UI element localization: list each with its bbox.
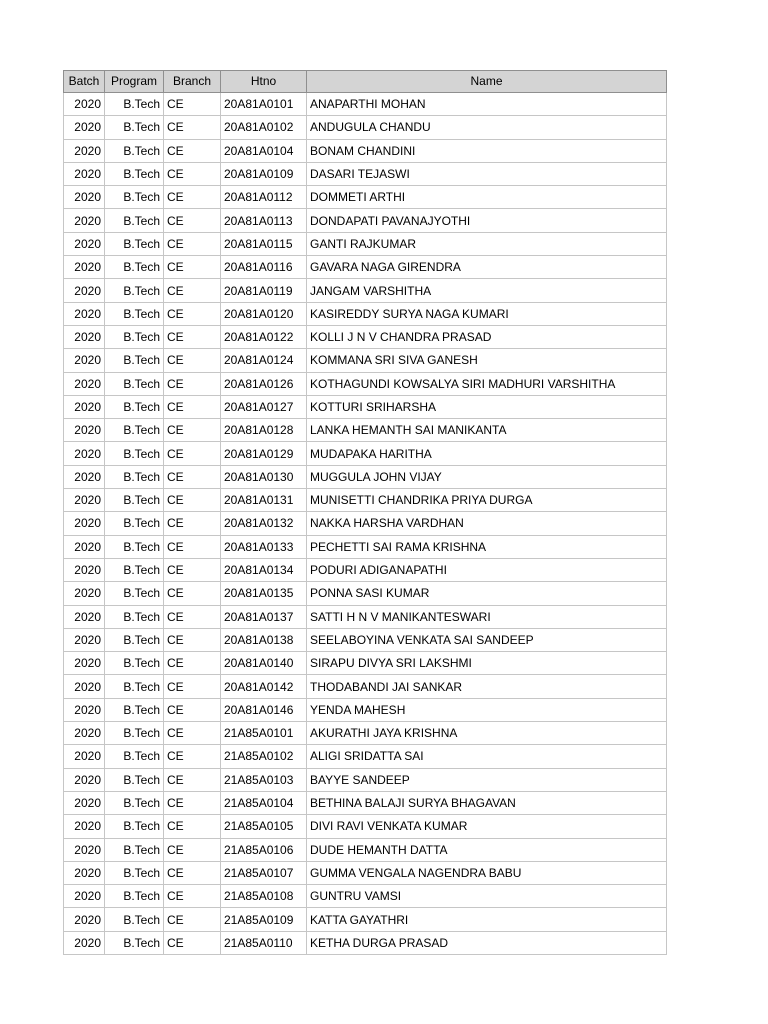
table-row — [64, 768, 667, 791]
htno-cell: 20A81A0102 — [221, 116, 307, 139]
branch-cell: CE — [164, 162, 221, 185]
table-row — [64, 93, 667, 116]
name-cell: ANDUGULA CHANDU — [307, 116, 667, 139]
branch-cell: CE — [164, 815, 221, 838]
htno-cell: 21A85A0104 — [221, 791, 307, 814]
branch-cell: CE — [164, 232, 221, 255]
htno-cell: 20A81A0124 — [221, 349, 307, 372]
program-cell: B.Tech — [105, 372, 164, 395]
name-cell: PECHETTI SAI RAMA KRISHNA — [307, 535, 667, 558]
table-row — [64, 372, 667, 395]
table-row — [64, 116, 667, 139]
batch-cell: 2020 — [64, 722, 105, 745]
name-cell: GUMMA VENGALA NAGENDRA BABU — [307, 861, 667, 884]
table-body — [64, 93, 667, 955]
program-cell: B.Tech — [105, 116, 164, 139]
batch-cell: 2020 — [64, 582, 105, 605]
branch-cell: CE — [164, 745, 221, 768]
program-cell: B.Tech — [105, 628, 164, 651]
program-cell: B.Tech — [105, 139, 164, 162]
table-row — [64, 931, 667, 954]
program-cell: B.Tech — [105, 93, 164, 116]
branch-cell: CE — [164, 302, 221, 325]
batch-cell: 2020 — [64, 256, 105, 279]
batch-cell: 2020 — [64, 791, 105, 814]
header-batch: Batch — [64, 71, 105, 93]
branch-cell: CE — [164, 256, 221, 279]
program-cell: B.Tech — [105, 931, 164, 954]
batch-cell: 2020 — [64, 302, 105, 325]
name-cell: BONAM CHANDINI — [307, 139, 667, 162]
htno-cell: 20A81A0112 — [221, 186, 307, 209]
program-cell: B.Tech — [105, 512, 164, 535]
name-cell: YENDA MAHESH — [307, 698, 667, 721]
htno-cell: 20A81A0146 — [221, 698, 307, 721]
header-htno: Htno — [221, 71, 307, 93]
header-row — [64, 71, 667, 93]
name-cell: LANKA HEMANTH SAI MANIKANTA — [307, 419, 667, 442]
batch-cell: 2020 — [64, 745, 105, 768]
name-cell: MUNISETTI CHANDRIKA PRIYA DURGA — [307, 489, 667, 512]
table-row — [64, 512, 667, 535]
name-cell: KOTTURI SRIHARSHA — [307, 395, 667, 418]
table-row — [64, 186, 667, 209]
htno-cell: 21A85A0108 — [221, 885, 307, 908]
table-row — [64, 558, 667, 581]
name-cell: KOLLI J N V CHANDRA PRASAD — [307, 325, 667, 348]
program-cell: B.Tech — [105, 582, 164, 605]
batch-cell: 2020 — [64, 325, 105, 348]
branch-cell: CE — [164, 791, 221, 814]
table-header — [64, 71, 667, 93]
table-row — [64, 628, 667, 651]
batch-cell: 2020 — [64, 465, 105, 488]
name-cell: NAKKA HARSHA VARDHAN — [307, 512, 667, 535]
branch-cell: CE — [164, 325, 221, 348]
batch-cell: 2020 — [64, 395, 105, 418]
name-cell: SIRAPU DIVYA SRI LAKSHMI — [307, 652, 667, 675]
program-cell: B.Tech — [105, 209, 164, 232]
branch-cell: CE — [164, 931, 221, 954]
program-cell: B.Tech — [105, 349, 164, 372]
name-cell: PONNA SASI KUMAR — [307, 582, 667, 605]
name-cell: MUDAPAKA HARITHA — [307, 442, 667, 465]
htno-cell: 20A81A0131 — [221, 489, 307, 512]
branch-cell: CE — [164, 116, 221, 139]
htno-cell: 20A81A0119 — [221, 279, 307, 302]
batch-cell: 2020 — [64, 605, 105, 628]
batch-cell: 2020 — [64, 512, 105, 535]
batch-cell: 2020 — [64, 838, 105, 861]
program-cell: B.Tech — [105, 675, 164, 698]
name-cell: KOTHAGUNDI KOWSALYA SIRI MADHURI VARSHITHA — [307, 372, 667, 395]
branch-cell: CE — [164, 768, 221, 791]
batch-cell: 2020 — [64, 162, 105, 185]
branch-cell: CE — [164, 838, 221, 861]
table-row — [64, 861, 667, 884]
table-row — [64, 256, 667, 279]
batch-cell: 2020 — [64, 93, 105, 116]
table-row — [64, 395, 667, 418]
batch-cell: 2020 — [64, 931, 105, 954]
table-row — [64, 279, 667, 302]
htno-cell: 20A81A0142 — [221, 675, 307, 698]
name-cell: JANGAM VARSHITHA — [307, 279, 667, 302]
branch-cell: CE — [164, 722, 221, 745]
table-row — [64, 815, 667, 838]
name-cell: KATTA GAYATHRI — [307, 908, 667, 931]
branch-cell: CE — [164, 582, 221, 605]
program-cell: B.Tech — [105, 325, 164, 348]
table-row — [64, 442, 667, 465]
program-cell: B.Tech — [105, 465, 164, 488]
name-cell: SEELABOYINA VENKATA SAI SANDEEP — [307, 628, 667, 651]
table-row — [64, 419, 667, 442]
table-row — [64, 209, 667, 232]
htno-cell: 20A81A0134 — [221, 558, 307, 581]
batch-cell: 2020 — [64, 885, 105, 908]
program-cell: B.Tech — [105, 442, 164, 465]
table-row — [64, 535, 667, 558]
batch-cell: 2020 — [64, 535, 105, 558]
program-cell: B.Tech — [105, 791, 164, 814]
program-cell: B.Tech — [105, 419, 164, 442]
name-cell: SATTI H N V MANIKANTESWARI — [307, 605, 667, 628]
branch-cell: CE — [164, 139, 221, 162]
program-cell: B.Tech — [105, 535, 164, 558]
batch-cell: 2020 — [64, 768, 105, 791]
batch-cell: 2020 — [64, 675, 105, 698]
header-branch: Branch — [164, 71, 221, 93]
program-cell: B.Tech — [105, 162, 164, 185]
program-cell: B.Tech — [105, 838, 164, 861]
htno-cell: 20A81A0104 — [221, 139, 307, 162]
table-row — [64, 908, 667, 931]
program-cell: B.Tech — [105, 605, 164, 628]
batch-cell: 2020 — [64, 489, 105, 512]
htno-cell: 21A85A0102 — [221, 745, 307, 768]
branch-cell: CE — [164, 442, 221, 465]
htno-cell: 21A85A0106 — [221, 838, 307, 861]
table-row — [64, 139, 667, 162]
table-row — [64, 745, 667, 768]
program-cell: B.Tech — [105, 302, 164, 325]
batch-cell: 2020 — [64, 232, 105, 255]
htno-cell: 20A81A0101 — [221, 93, 307, 116]
batch-cell: 2020 — [64, 908, 105, 931]
branch-cell: CE — [164, 209, 221, 232]
name-cell: KETHA DURGA PRASAD — [307, 931, 667, 954]
batch-cell: 2020 — [64, 698, 105, 721]
htno-cell: 21A85A0109 — [221, 908, 307, 931]
program-cell: B.Tech — [105, 768, 164, 791]
branch-cell: CE — [164, 512, 221, 535]
htno-cell: 21A85A0103 — [221, 768, 307, 791]
htno-cell: 20A81A0116 — [221, 256, 307, 279]
program-cell: B.Tech — [105, 652, 164, 675]
program-cell: B.Tech — [105, 232, 164, 255]
batch-cell: 2020 — [64, 652, 105, 675]
name-cell: KOMMANA SRI SIVA GANESH — [307, 349, 667, 372]
htno-cell: 20A81A0122 — [221, 325, 307, 348]
htno-cell: 20A81A0128 — [221, 419, 307, 442]
name-cell: AKURATHI JAYA KRISHNA — [307, 722, 667, 745]
htno-cell: 20A81A0132 — [221, 512, 307, 535]
table-row — [64, 605, 667, 628]
table-row — [64, 325, 667, 348]
name-cell: DASARI TEJASWI — [307, 162, 667, 185]
batch-cell: 2020 — [64, 628, 105, 651]
htno-cell: 21A85A0101 — [221, 722, 307, 745]
program-cell: B.Tech — [105, 745, 164, 768]
table-row — [64, 838, 667, 861]
table-row — [64, 582, 667, 605]
htno-cell: 20A81A0127 — [221, 395, 307, 418]
program-cell: B.Tech — [105, 558, 164, 581]
program-cell: B.Tech — [105, 815, 164, 838]
branch-cell: CE — [164, 675, 221, 698]
table-row — [64, 698, 667, 721]
name-cell: ANAPARTHI MOHAN — [307, 93, 667, 116]
name-cell: BAYYE SANDEEP — [307, 768, 667, 791]
student-list-table — [63, 70, 667, 955]
table-row — [64, 885, 667, 908]
batch-cell: 2020 — [64, 419, 105, 442]
name-cell: PODURI ADIGANAPATHI — [307, 558, 667, 581]
branch-cell: CE — [164, 628, 221, 651]
branch-cell: CE — [164, 698, 221, 721]
batch-cell: 2020 — [64, 116, 105, 139]
branch-cell: CE — [164, 279, 221, 302]
table-row — [64, 722, 667, 745]
name-cell: DONDAPATI PAVANAJYOTHI — [307, 209, 667, 232]
htno-cell: 20A81A0129 — [221, 442, 307, 465]
batch-cell: 2020 — [64, 558, 105, 581]
name-cell: GUNTRU VAMSI — [307, 885, 667, 908]
program-cell: B.Tech — [105, 279, 164, 302]
header-name: Name — [307, 71, 667, 93]
name-cell: DOMMETI ARTHI — [307, 186, 667, 209]
name-cell: DIVI RAVI VENKATA KUMAR — [307, 815, 667, 838]
program-cell: B.Tech — [105, 489, 164, 512]
name-cell: GAVARA NAGA GIRENDRA — [307, 256, 667, 279]
program-cell: B.Tech — [105, 908, 164, 931]
batch-cell: 2020 — [64, 186, 105, 209]
branch-cell: CE — [164, 395, 221, 418]
branch-cell: CE — [164, 465, 221, 488]
table-row — [64, 791, 667, 814]
branch-cell: CE — [164, 419, 221, 442]
program-cell: B.Tech — [105, 256, 164, 279]
batch-cell: 2020 — [64, 139, 105, 162]
batch-cell: 2020 — [64, 372, 105, 395]
htno-cell: 20A81A0133 — [221, 535, 307, 558]
branch-cell: CE — [164, 372, 221, 395]
table-row — [64, 232, 667, 255]
table-row — [64, 675, 667, 698]
branch-cell: CE — [164, 908, 221, 931]
htno-cell: 20A81A0120 — [221, 302, 307, 325]
htno-cell: 20A81A0140 — [221, 652, 307, 675]
batch-cell: 2020 — [64, 442, 105, 465]
table-row — [64, 302, 667, 325]
htno-cell: 20A81A0126 — [221, 372, 307, 395]
htno-cell: 20A81A0113 — [221, 209, 307, 232]
batch-cell: 2020 — [64, 349, 105, 372]
htno-cell: 21A85A0110 — [221, 931, 307, 954]
htno-cell: 20A81A0130 — [221, 465, 307, 488]
name-cell: KASIREDDY SURYA NAGA KUMARI — [307, 302, 667, 325]
name-cell: DUDE HEMANTH DATTA — [307, 838, 667, 861]
table-row — [64, 652, 667, 675]
name-cell: GANTI RAJKUMAR — [307, 232, 667, 255]
batch-cell: 2020 — [64, 815, 105, 838]
htno-cell: 20A81A0109 — [221, 162, 307, 185]
htno-cell: 21A85A0105 — [221, 815, 307, 838]
branch-cell: CE — [164, 186, 221, 209]
program-cell: B.Tech — [105, 395, 164, 418]
branch-cell: CE — [164, 93, 221, 116]
batch-cell: 2020 — [64, 279, 105, 302]
htno-cell: 20A81A0138 — [221, 628, 307, 651]
htno-cell: 20A81A0137 — [221, 605, 307, 628]
branch-cell: CE — [164, 489, 221, 512]
name-cell: ALIGI SRIDATTA SAI — [307, 745, 667, 768]
branch-cell: CE — [164, 885, 221, 908]
name-cell: THODABANDI JAI SANKAR — [307, 675, 667, 698]
program-cell: B.Tech — [105, 885, 164, 908]
htno-cell: 21A85A0107 — [221, 861, 307, 884]
branch-cell: CE — [164, 349, 221, 372]
branch-cell: CE — [164, 535, 221, 558]
header-program: Program — [105, 71, 164, 93]
branch-cell: CE — [164, 652, 221, 675]
table-row — [64, 489, 667, 512]
program-cell: B.Tech — [105, 698, 164, 721]
htno-cell: 20A81A0135 — [221, 582, 307, 605]
htno-cell: 20A81A0115 — [221, 232, 307, 255]
program-cell: B.Tech — [105, 722, 164, 745]
branch-cell: CE — [164, 861, 221, 884]
table-row — [64, 465, 667, 488]
branch-cell: CE — [164, 605, 221, 628]
name-cell: MUGGULA JOHN VIJAY — [307, 465, 667, 488]
branch-cell: CE — [164, 558, 221, 581]
program-cell: B.Tech — [105, 186, 164, 209]
table-row — [64, 349, 667, 372]
table-row — [64, 162, 667, 185]
batch-cell: 2020 — [64, 861, 105, 884]
name-cell: BETHINA BALAJI SURYA BHAGAVAN — [307, 791, 667, 814]
batch-cell: 2020 — [64, 209, 105, 232]
program-cell: B.Tech — [105, 861, 164, 884]
